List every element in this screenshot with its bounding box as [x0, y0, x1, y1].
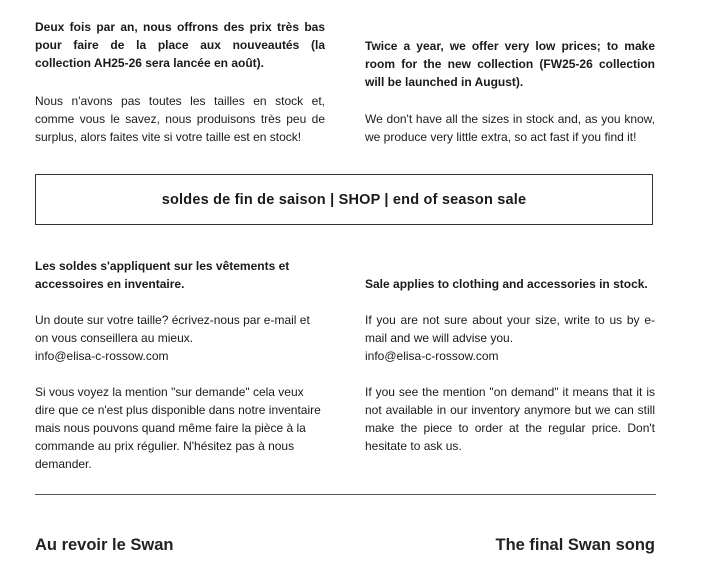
intro-fr-p1: Deux fois par an, nous offrons des prix très bas pour faire de la place aux nouveautés (la collection AH25-26 sera lancée en août).: [35, 20, 325, 70]
details-fr-heading: Les soldes s'appliquent sur les vêtements et accessoires en inventaire.: [35, 259, 290, 291]
footer-title-en: The final Swan song: [495, 536, 655, 554]
details-en-on-demand: If you see the mention "on demand" it means that it is not available in our inventory anymore but we can still make the piece to order at the regular price. Don't hesitate to ask us.: [365, 385, 655, 453]
shop-button-label: soldes de fin de saison | SHOP | end of season sale: [161, 191, 527, 208]
details-fr-email-link[interactable]: info@elisa-c-rossow.com: [35, 349, 169, 363]
details-en-size-text: If you are not sure about your size, write to us by e-mail and we will advise you.: [365, 313, 655, 345]
details-en-heading: Sale applies to clothing and accessories in stock.: [365, 277, 648, 291]
section-divider: [35, 494, 656, 495]
footer-title-fr: Au revoir le Swan: [35, 536, 174, 554]
intro-en-p2: We don't have all the sizes in stock and, as you know, we produce very little extra, so act fast if you find it!: [365, 112, 655, 144]
intro-en-p1: Twice a year, we offer very low prices; to make room for the new collection (FW25-26 collection will be launched in August).: [365, 39, 655, 89]
intro-fr-p2: Nous n'avons pas toutes les tailles en stock et, comme vous le savez, nous produisons très peu de surplus, alors faites vite si votre taille est en stock!: [35, 94, 325, 144]
details-fr-size-text: Un doute sur votre taille? écrivez-nous par e-mail et on vous conseillera au mieux.: [35, 313, 310, 345]
shop-button[interactable]: [35, 174, 653, 225]
details-fr-on-demand: Si vous voyez la mention "sur demande" cela veux dire que ce n'est plus disponible dans notre inventaire mais nous pouvons quand même faire la pièce à la commande au prix régulier. N'hésitez pas à nous demander.: [35, 385, 321, 471]
details-en-email-link[interactable]: info@elisa-c-rossow.com: [365, 349, 499, 363]
